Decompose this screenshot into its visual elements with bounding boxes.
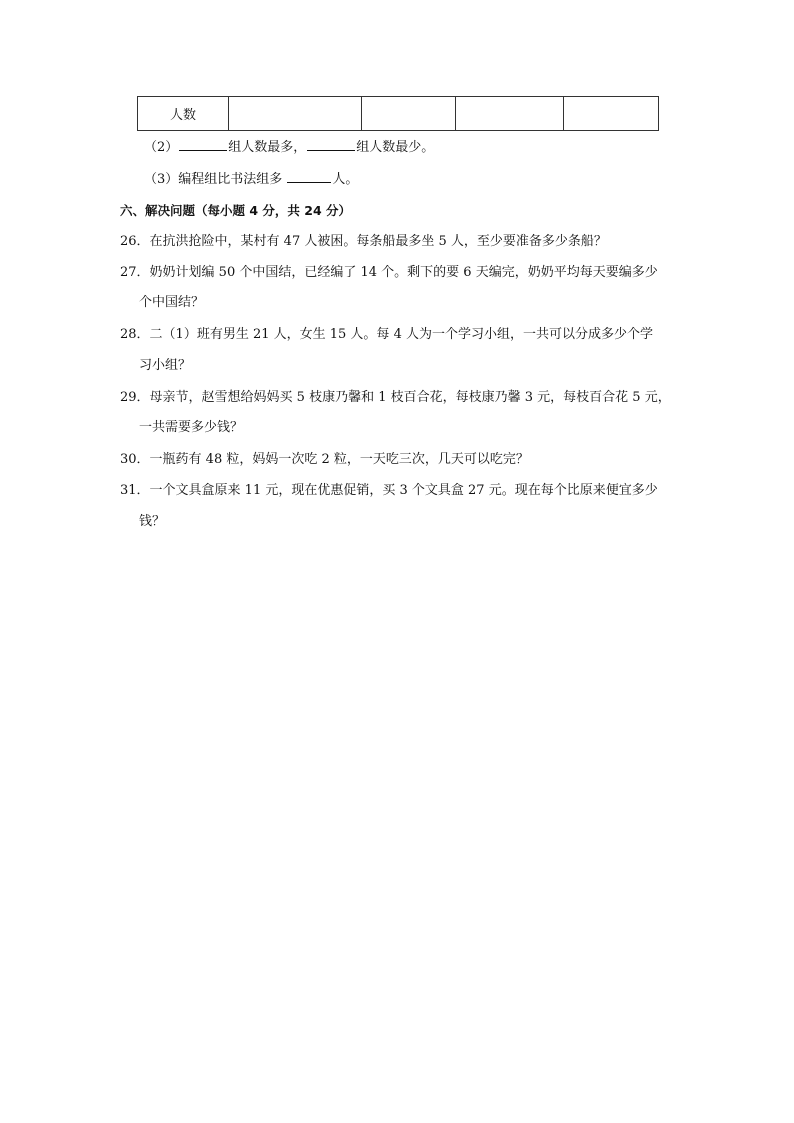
- problem-text: 母亲节，赵雪想给妈妈买 5 枝康乃馨和 1 枝百合花，每枝康乃馨 3 元，每枝百合花 5 元，: [149, 390, 671, 405]
- row-label-cell: 人数: [138, 97, 229, 131]
- problem-27: [120, 264, 658, 282]
- problem-29-continued: 一共需要多少钱？: [139, 420, 244, 435]
- problem-text: 在抗洪抢险中，某村有 47 人被困。每条船最多坐 5 人，至少要准备多少条船？: [149, 234, 607, 249]
- table-cell[interactable]: [362, 97, 456, 131]
- problem-text: 二（1）班有男生 21 人，女生 15 人。每 4 人为一个学习小组，一共可以分成多少个学: [149, 327, 653, 342]
- answer-blank[interactable]: [307, 138, 355, 151]
- problem-28-continued: 习小组？: [139, 358, 192, 373]
- answer-blank[interactable]: [179, 138, 227, 151]
- problem-31-continued: 钱？: [139, 514, 166, 529]
- problem-number: 28．: [120, 327, 150, 342]
- problem-text: 一个文具盒原来 11 元，现在优惠促销，买 3 个文具盒 27 元。现在每个比原来便宜多少: [149, 483, 658, 498]
- sub-question-text: 人。: [332, 172, 359, 187]
- sub-question-prefix: （2）: [144, 140, 179, 155]
- table-cell[interactable]: [564, 97, 659, 131]
- problem-text: 奶奶计划编 50 个中国结，已经编了 14 个。剩下的要 6 天编完，奶奶平均每天要编多少: [149, 265, 658, 280]
- table-cell[interactable]: [229, 97, 362, 131]
- sub-question-text: 组人数最多，: [228, 140, 307, 155]
- sub-question-text: （3）编程组比书法组多: [144, 172, 283, 187]
- problem-number: 27．: [120, 265, 150, 280]
- sub-question-text: 组人数最少。: [356, 140, 435, 155]
- answer-blank[interactable]: [287, 170, 331, 183]
- sub-question-3: [144, 170, 358, 189]
- problem-text: 一瓶药有 48 粒，妈妈一次吃 2 粒，一天吃三次，几天可以吃完？: [149, 452, 529, 467]
- table-cell[interactable]: [456, 97, 564, 131]
- problem-30: [120, 451, 529, 469]
- problem-28: [120, 326, 653, 344]
- problem-number: 31．: [120, 483, 150, 498]
- problem-27-continued: 个中国结？: [139, 295, 205, 310]
- sub-question-2: [144, 138, 434, 157]
- problem-number: 29．: [120, 390, 150, 405]
- section-title: 六、解决问题（每小题 4 分，共 24 分）: [120, 203, 352, 218]
- problem-number: 30．: [120, 452, 150, 467]
- problem-29: [120, 389, 671, 407]
- problem-31: [120, 482, 658, 500]
- problem-26: [120, 233, 607, 251]
- problem-number: 26．: [120, 234, 150, 249]
- table-row: [138, 97, 659, 131]
- data-table: [137, 96, 658, 131]
